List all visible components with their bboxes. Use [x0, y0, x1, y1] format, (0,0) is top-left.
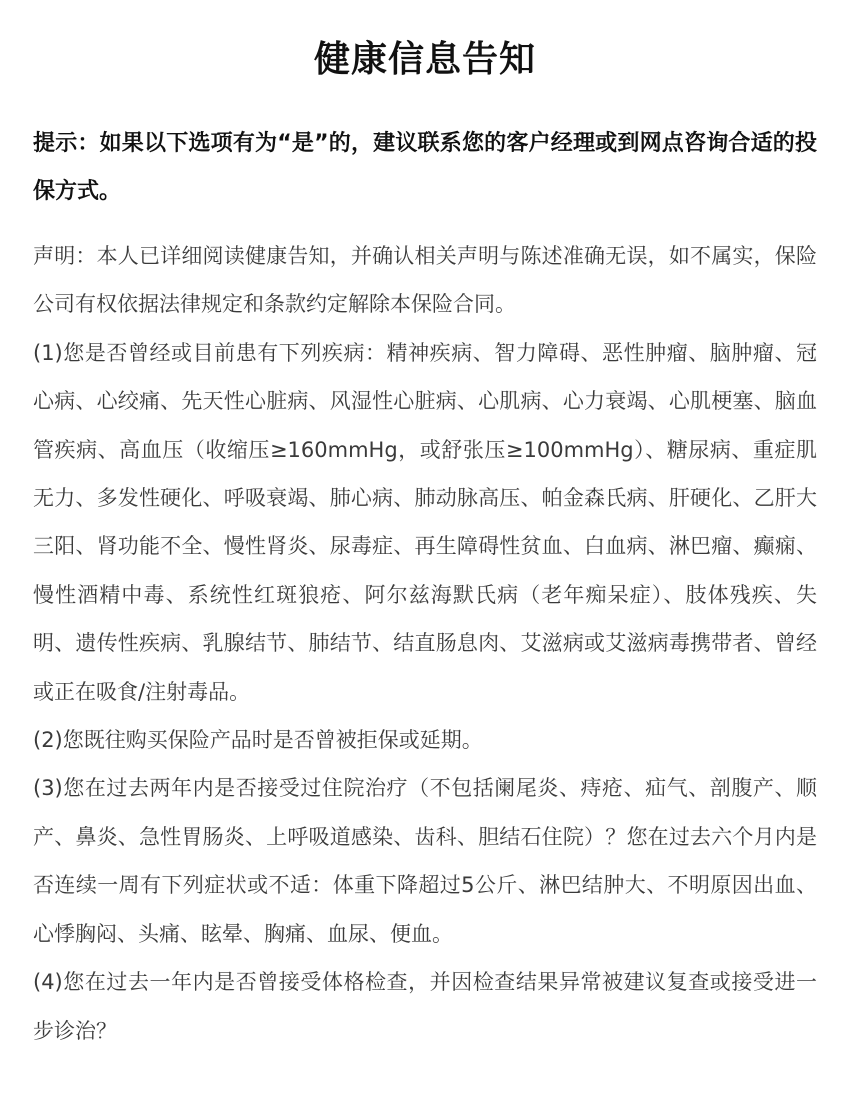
question-2: (2)您既往购买保险产品时是否曾被拒保或延期。	[33, 728, 483, 753]
notice-body	[33, 232, 817, 1055]
question-4: (4)您在过去一年内是否曾接受体格检查，并因检查结果异常被建议复查或接受进一步诊治？	[33, 970, 817, 1043]
question-1: (1)您是否曾经或目前患有下列疾病：精神疾病、智力障碍、恶性肿瘤、脑肿瘤、冠心病、心绞痛、先天性心脏病、风湿性心脏病、心肌病、心力衰竭、心肌梗塞、脑血管疾病、高血压（收缩压≥160mmHg，或舒张压≥100mmHg）、糖尿病、重症肌无力、多发性硬化、呼吸衰竭、肺心病、肺动脉高压、帕金森氏病、肝硬化、乙肝大三阳、肾功能不全、慢性肾炎、尿毒症、再生障碍性贫血、白血病、淋巴瘤、癫痫、慢性酒精中毒、系统性红斑狼疮、阿尔兹海默氏病（老年痴呆症）、肢体残疾、失明、遗传性疾病、乳腺结节、肺结节、结直肠息肉、艾滋病或艾滋病毒携带者、曾经或正在吸食/注射毒品。	[33, 340, 817, 704]
statement-text: 声明：本人已详细阅读健康告知，并确认相关声明与陈述准确无误，如不属实，保险公司有权依据法律规定和条款约定解除本保险合同。	[33, 244, 817, 317]
question-3: (3)您在过去两年内是否接受过住院治疗（不包括阑尾炎、痔疮、疝气、剖腹产、顺产、鼻炎、急性胃肠炎、上呼吸道感染、齿科、胆结石住院）？您在过去六个月内是否连续一周有下列症状或不适：体重下降超过5公斤、淋巴结肿大、不明原因出血、心悸胸闷、头痛、眩晕、胸痛、血尿、便血。	[33, 776, 817, 946]
page-title: 健康信息告知	[313, 39, 536, 80]
hint-text: 提示：如果以下选项有为“是”的，建议联系您的客户经理或到网点咨询合适的投保方式。	[33, 131, 817, 204]
